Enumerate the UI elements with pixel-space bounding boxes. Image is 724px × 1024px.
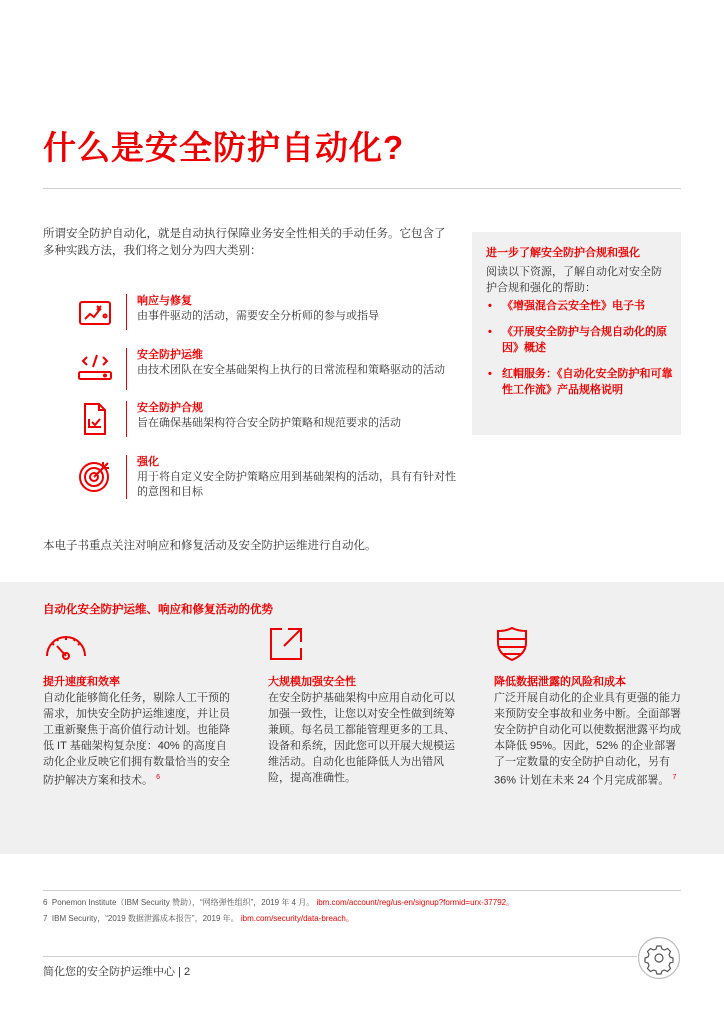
- footnote-divider: [43, 890, 681, 891]
- category-compliance: [77, 401, 457, 437]
- category-title: 强化: [137, 456, 159, 468]
- benefit-text: 广泛开展自动化的企业具有更强的能力来预防安全事故和业务中断。全面部署安全防护自动化可以使数据泄露平均成本降低 95%。因此，52% 的企业部署了一定数量的安全防护自动化，另有 36% 计划在未来 24 个月完成部署。 $^7$: [494, 692, 681, 787]
- category-title: 安全防护合规: [137, 402, 203, 414]
- page-title: 什么是安全防护自动化?: [43, 129, 405, 166]
- footer-title: 简化您的安全防护运维中心: [43, 966, 175, 978]
- category-accent-bar: [126, 401, 127, 437]
- category-title: 安全防护运维: [137, 349, 203, 361]
- footnote-link[interactable]: ibm.com/account/reg/us-en/signup?formid=urx-37792。: [316, 898, 515, 907]
- benefits-heading: 自动化安全防护运维、响应和修复活动的优势: [43, 604, 273, 616]
- category-hardening: [77, 455, 457, 499]
- category-title: 响应与修复: [137, 295, 192, 307]
- checklist-document-icon: [77, 401, 113, 437]
- category-description: 旨在确保基础架构符合安全防护策略和规范要求的活动: [137, 417, 401, 429]
- benefit-title: 降低数据泄露的风险和成本: [494, 676, 626, 688]
- sidebar-link[interactable]: • 《增强混合云安全性》电子书: [486, 298, 676, 314]
- category-description: 用于将自定义安全防护策略应用到基础架构的活动，具有有针对性的意图和目标: [137, 471, 456, 498]
- benefit-title: 提升速度和效率: [43, 676, 120, 688]
- speedometer-icon: [43, 626, 83, 662]
- category-accent-bar: [126, 455, 127, 499]
- title-divider: [43, 188, 681, 189]
- sidebar-text: 阅读以下资源，了解自动化对安全防护合规和强化的帮助：: [486, 266, 662, 294]
- expand-arrow-icon: [268, 626, 308, 662]
- shield-icon: [494, 626, 534, 662]
- target-arrow-icon: [77, 458, 113, 494]
- category-response: [77, 294, 457, 330]
- focus-statement: 本电子书重点关注对响应和修复活动及安全防护运维进行自动化。: [43, 540, 377, 552]
- category-description: 由事件驱动的活动，需要安全分析师的参与或指导: [137, 310, 379, 322]
- sidebar-link-list: [486, 298, 676, 408]
- intro-paragraph: 所谓安全防护自动化，就是自动执行保障业务安全性相关的手动任务。它包含了多种实践方法，我们将之划分为四大类别：: [43, 228, 446, 257]
- category-accent-bar: [126, 348, 127, 390]
- code-terminal-icon: [77, 348, 113, 384]
- footnote-ref[interactable]: 7: [672, 774, 677, 781]
- benefit-title: 大规模加强安全性: [268, 676, 356, 688]
- footnote-6: 6 Ponemon Institute（IBM Security 赞助），“网络弹性组织”，2019 年 4 月。 ibm.com/account/reg/us-en/signup?formid=urx-37792。: [43, 898, 515, 907]
- page-footer: [43, 963, 190, 979]
- sidebar-link[interactable]: • 《开展安全防护与合规自动化的原因》概述: [486, 324, 676, 356]
- category-description: 由技术团队在安全基础架构上执行的日常流程和策略驱动的活动: [137, 364, 445, 376]
- footnote-link[interactable]: ibm.com/security/data-breach。: [240, 914, 354, 923]
- footnote-7: 7 IBM Security，“2019 数据泄露成本报告”，2019 年。 ibm.com/security/data-breach。: [43, 914, 354, 923]
- resources-sidebar: [472, 232, 681, 435]
- benefit-risk: [494, 626, 684, 826]
- sidebar-link[interactable]: • 红帽服务：《自动化安全防护和可靠性工作流》产品规格说明: [486, 366, 676, 398]
- benefit-scale: [268, 626, 458, 826]
- benefit-speed: [43, 626, 233, 826]
- gear-icon: [637, 936, 681, 980]
- sidebar-heading: 进一步了解安全防护合规和强化: [486, 247, 640, 259]
- footnote-ref[interactable]: 6: [156, 774, 160, 781]
- page-number: 2: [183, 966, 191, 978]
- footer-divider: [43, 956, 637, 957]
- benefit-text: 在安全防护基础架构中应用自动化可以加强一致性，让您以对安全性做到统筹兼顾。每名员工都能管理更多的工具、设备和系统，因此您可以开展大规模运维活动。自动化也能降低人为出错风险，提高准确性。: [268, 692, 455, 784]
- benefit-text: 自动化能够简化任务，剔除人工干预的需求，加快安全防护运维速度，并让员工重新聚焦于高价值行动计划。也能降低 IT 基础架构复杂度：40% 的高度自动化企业反映它们拥有数量恰当的安全防护解决方案和技术。 $^6$: [43, 692, 230, 787]
- repair-map-icon: [77, 294, 113, 330]
- category-operations: [77, 348, 457, 390]
- footer-separator: |: [178, 966, 181, 978]
- category-accent-bar: [126, 294, 127, 330]
